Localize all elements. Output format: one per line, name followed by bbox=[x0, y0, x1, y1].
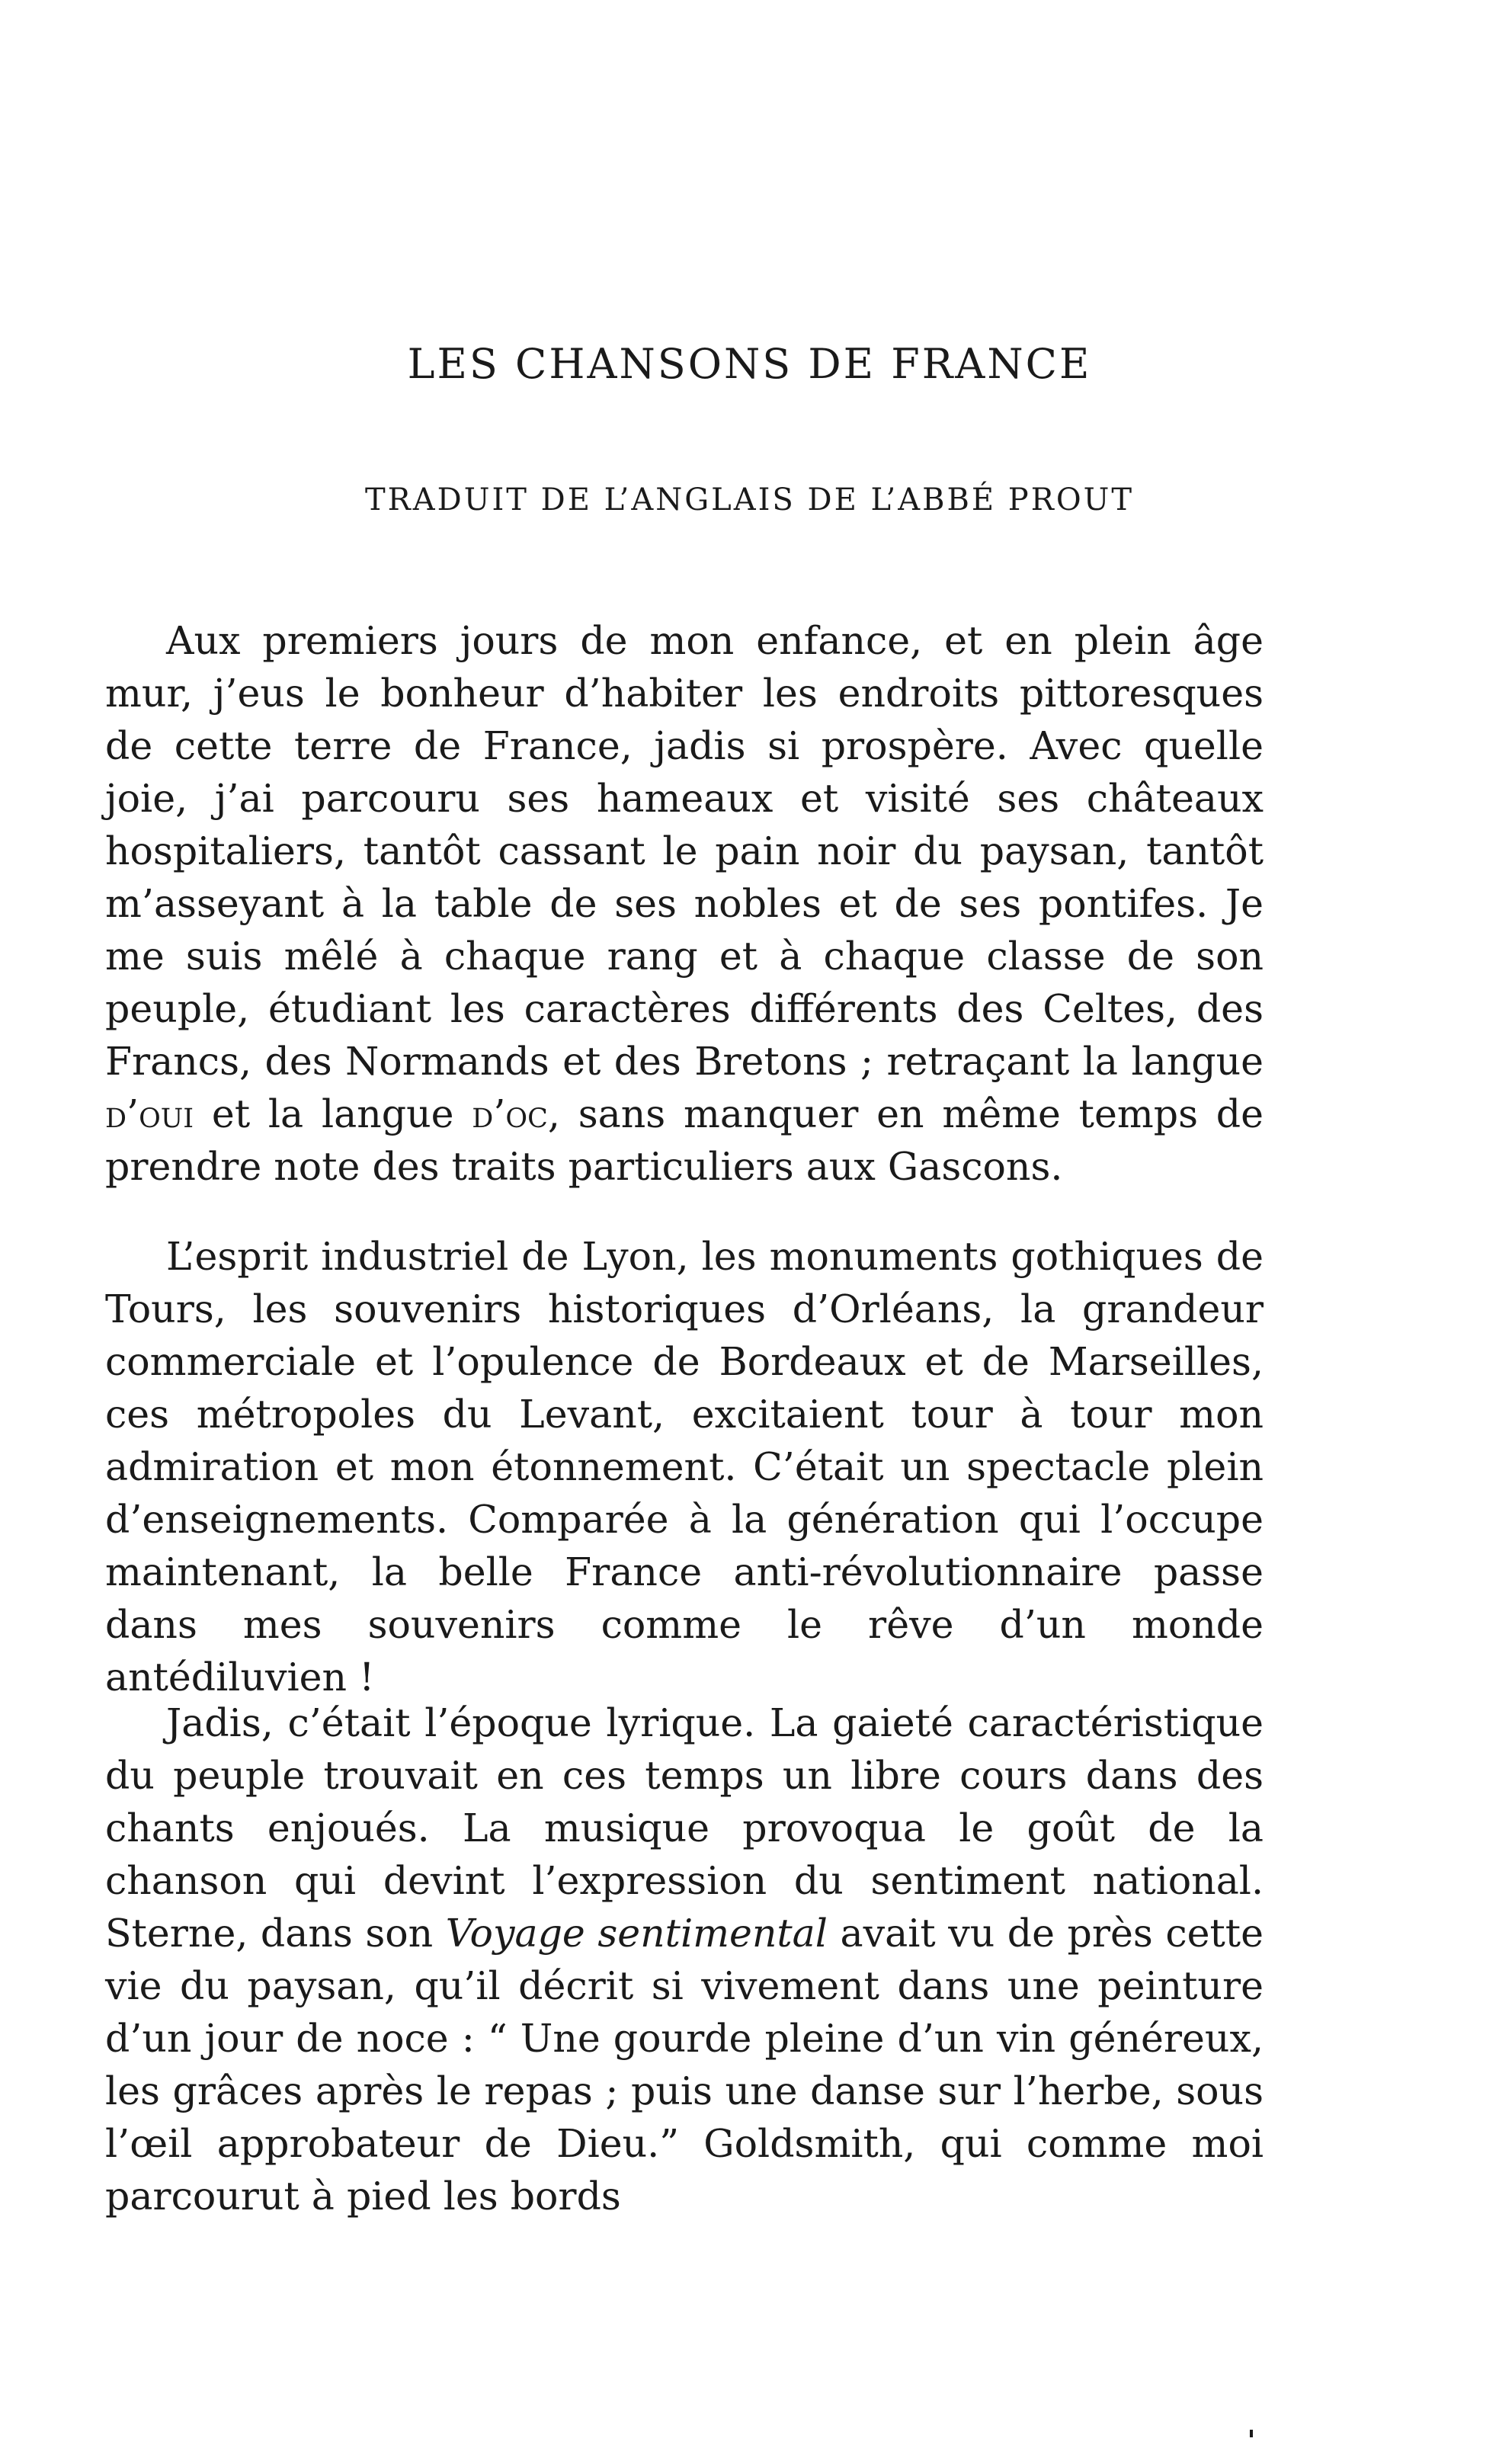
paragraph-1-part-1: Aux premiers jours de mon enfance, et en plein âge mur, j’eus le bonheur d’habiter les endroits pittoresques de cette terre de France, jadis si prospère. Avec quelle joie, j’ai parcouru ses hameaux et visité ses châteaux hospitaliers, tantôt cassant le pain noir du paysan, tantôt m’asseyant à la table de ses nobles et de ses pontifes. Je me suis mêlé à chaque rang et à chaque classe de son peuple, étudiant les caractères différents des Celtes, des Francs, des Normands et des Bretons ; retraçant la langue bbox=[105, 618, 1264, 1084]
paragraph-1 bbox=[105, 614, 1264, 1193]
paragraph-2 bbox=[105, 1230, 1264, 1703]
paragraph-3-part-2: avait vu de près cette vie du paysan, qu’il décrit si vivement dans une peinture d’un jour de noce : “ Une gourde pleine d’un vin généreux, les grâces après le repas ; puis une danse sur l’herbe, sous l’œil approbateur de Dieu.” Goldsmith, qui comme moi parcourut à pied les bords bbox=[105, 1911, 1264, 2219]
paragraph-1-text bbox=[105, 614, 1264, 1193]
paragraph-1-part-3: , sans manquer en même temps de prendre note des traits particuliers aux Gascons. bbox=[105, 1091, 1264, 1189]
chapter-subtitle: TRADUIT DE L’ANGLAIS DE L’ABBÉ PROUT bbox=[364, 482, 1134, 517]
page-mark bbox=[1250, 2430, 1253, 2437]
book-title-voyage-sentimental: Voyage sentimental bbox=[445, 1911, 828, 1956]
paragraph-1-part-2: et la langue bbox=[194, 1091, 472, 1136]
chapter-title: LES CHANSONS DE FRANCE bbox=[407, 340, 1092, 388]
langue-doui: d’oui bbox=[105, 1091, 194, 1136]
paragraph-3 bbox=[105, 1697, 1264, 2222]
paragraph-3-text bbox=[105, 1697, 1264, 2222]
paragraph-2-text: L’esprit industriel de Lyon, les monuments gothiques de Tours, les souvenirs historiques d’Orléans, la grandeur commerciale et l’opulence de Bordeaux et de Marseilles, ces métropoles du Levant, excitaient tour à tour mon admiration et mon étonnement. C’était un spectacle plein d’enseignements. Comparée à la génération qui l’occupe maintenant, la belle France anti-révolutionnaire passe dans mes souvenirs comme le rêve d’un monde antédiluvien ! bbox=[105, 1234, 1264, 1700]
paragraph-3-part-1: Jadis, c’était l’époque lyrique. La gaieté caractéristique du peuple trouvait en ces temps un libre cours dans des chants enjoués. La musique provoqua le goût de la chanson qui devint l’expression du sentiment national. Sterne, dans son bbox=[105, 1700, 1264, 1956]
langue-doc: d’oc bbox=[472, 1091, 548, 1136]
